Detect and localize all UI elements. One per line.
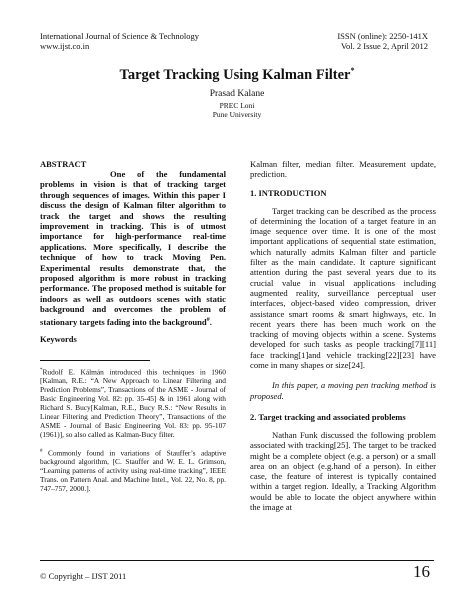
footer-divider (40, 560, 434, 561)
copyright: © Copyright – IJST 2011 (40, 571, 127, 581)
footnote-stauffer (40, 448, 226, 494)
left-column (40, 159, 226, 494)
abstract-text: problems in vision is that of tracking target through sequences of images. Within this paper I discuss the design of Kalman filter algorithm to track the target and shows the resulting improvement in tracking. This is of utmost importance for high-performance real-time applications. More specifically, I describe the technique of how to track Moving Pen. Experimental results demonstrate that, the proposed algorithm is more robust in tracking performance. The proposed method is suitable for indoors as well as outdoors scenes with static background and overcomes the problem of stationary targets fading into the background (40, 179, 226, 327)
author-name: Prasad Kalane (209, 89, 265, 99)
page-number: 16 (413, 562, 430, 581)
footnote-kalman (40, 367, 226, 440)
author-affiliation-2: Pune University (212, 110, 262, 119)
intro-paragraph-2: In this paper, a moving pen tracking method is proposed. (250, 380, 436, 401)
abstract-body (40, 169, 226, 327)
right-column (250, 159, 436, 512)
journal-header-right (288, 31, 428, 51)
title-footnote-mark: * (350, 66, 355, 75)
paper-title-text: Target Tracking Using Kalman Filter (119, 66, 351, 83)
journal-name: International Journal of Science & Technology (40, 31, 200, 41)
section-2-paragraph: Nathan Funk discussed the following problem associated with tracking[25]. The target to be tracked might be a complete object (e.g. a person) or a small area on an object (e.g.hand of a person). In either case, the feature of interest is typically contained within a target region. Ideally, a Tracking Algorithm would be able to locate the object anywhere within the image at (250, 429, 436, 513)
footnote-2-mark: # (40, 448, 43, 454)
section-1-heading: 1. INTRODUCTION (250, 187, 327, 198)
paper-title (0, 66, 474, 84)
footnote-divider (40, 360, 150, 361)
journal-website: www.ijst.co.in (40, 41, 90, 51)
author-affiliation-1: PREC Loni (219, 101, 255, 110)
keywords-heading: Keywords (40, 333, 77, 344)
abstract-footnote-mark: # (206, 316, 210, 323)
footnote-2-text: Commonly found in variations of Stauffer’s adaptive background algorithm, [C. Stauffer and W. E. L. Grimson, “Learning patterns of activity using real-time tracking”, IEEE Trans. on Pattern Anal. and Machine Intel., Vol. 22, No. 8, pp. 747–757, 2000.]. (40, 448, 226, 493)
keywords-text: Kalman filter, median filter. Measurement update, prediction. (250, 159, 436, 180)
abstract-heading: ABSTRACT (40, 159, 87, 169)
journal-header-left (40, 31, 260, 51)
footnote-1-text: Rudolf E. Kálmán introduced this techniques in 1960 [Kalman, R.E.: “A New Approach to Linear Filtering and Prediction Problems”, Transactions of the ASME - Journal of Basic Engineering Vol. 82: pp. 35-45] & in 1961 along with Richard S. Bucy[Kalman, R.E., Bucy R.S.: “New Results in Linear Filtering and Prediction Theory”, Transactions of the ASME - Journal of Basic Engineering Vol. 83: pp. 95-107 (1961)], so also called as Kalman-Bucy filter. (40, 367, 226, 439)
abstract-lead: One of the fundamental (110, 169, 226, 179)
issn: ISSN (online): 2250-141X (337, 31, 428, 41)
footnote-1-mark: * (40, 367, 43, 373)
abstract-end: . (209, 316, 212, 327)
intro-paragraph-1: Target tracking can be described as the process of determining the location of a target feature in an image sequence over time. It is one of the most important applications of sequential state estimation, which naturally admits Kalman filter and particle filter as the main candidate. It capture significant attention during the past several years due to its crucial value in visual applications including augmented reality, surveillance perceptual user interfaces, object-based video compression, driver assistance smart rooms & smart highways, etc. In recent years there has been much work on the tracking of moving objects within a scene. Systems developed for such tasks as people tracking[7][11] face tracking[1]and vehicle tracking[22][23] have come in many shapes or size[24]. (250, 205, 436, 371)
volume-issue: Vol. 2 Issue 2, April 2012 (341, 41, 428, 51)
section-2-heading: 2. Target tracking and associated problems (250, 411, 406, 422)
